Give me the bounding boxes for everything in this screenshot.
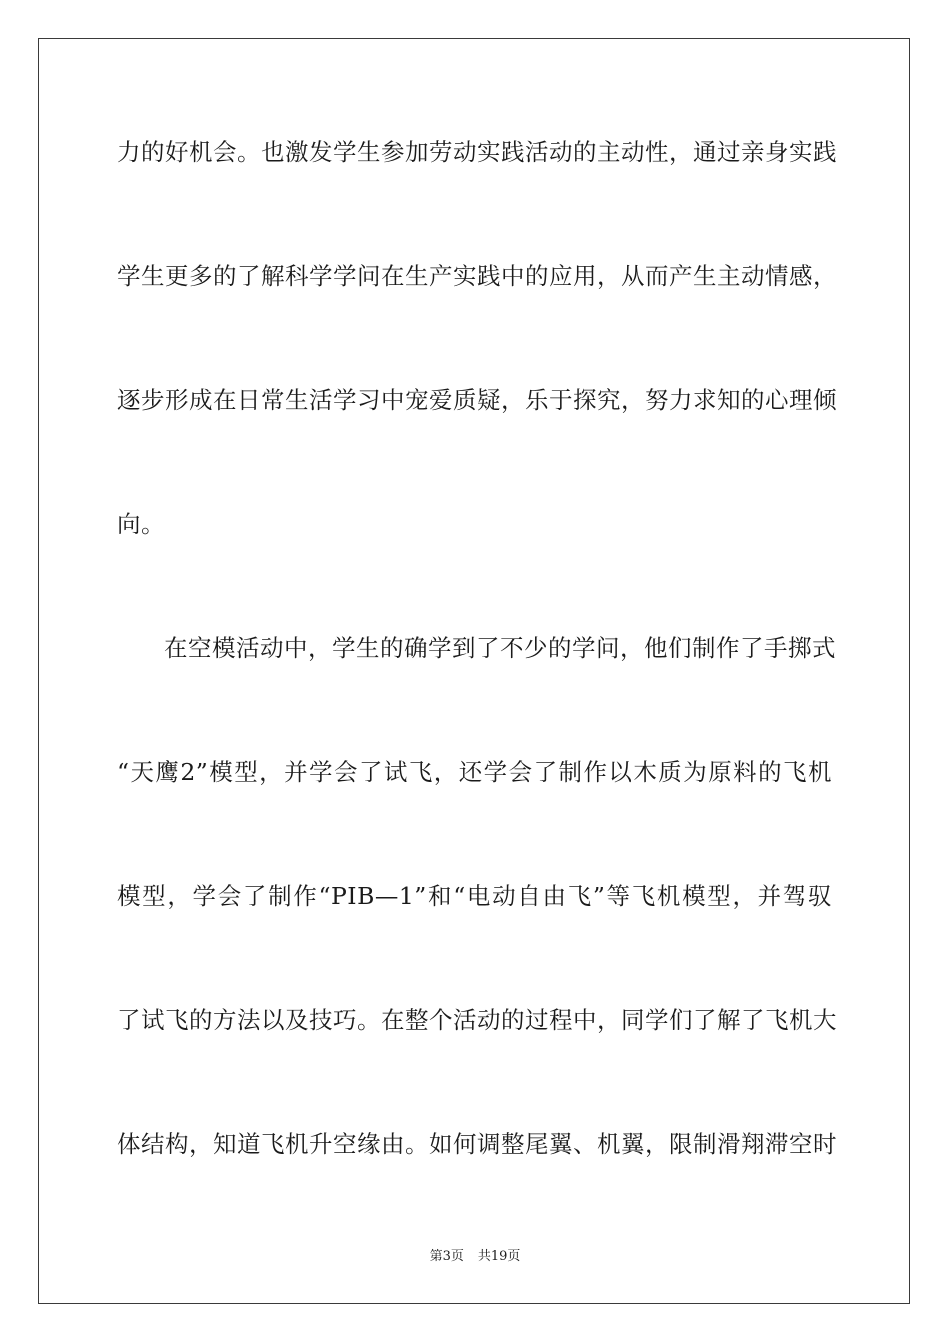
text-line: 学生更多的了解科学学问在生产实践中的应用，从而产生主动情感，: [117, 262, 837, 290]
text-line: 了试飞的方法以及技巧。在整个活动的过程中，同学们了解了飞机大: [117, 1006, 837, 1034]
text-line: 逐步形成在日常生活学习中宠爱质疑，乐于探究，努力求知的心理倾: [117, 386, 837, 414]
text-line: 模型，学会了制作“PIB—1”和“电动自由飞”等飞机模型，并驾驭: [117, 882, 832, 910]
page-number: 第3页: [429, 1249, 464, 1264]
text-line: 向。: [117, 510, 165, 538]
page-footer: [0, 1249, 950, 1265]
text-line: 体结构，知道飞机升空缘由。如何调整尾翼、机翼，限制滑翔滞空时: [117, 1130, 837, 1158]
page-border: [38, 38, 910, 1304]
text-line: “天鹰2”模型，并学会了试飞，还学会了制作以木质为原料的飞机: [117, 758, 832, 786]
page-total: 共19页: [477, 1249, 521, 1264]
text-line: 力的好机会。也激发学生参加劳动实践活动的主动性，通过亲身实践: [117, 138, 837, 166]
text-line: 在空模活动中，学生的确学到了不少的学问，他们制作了手掷式: [164, 634, 836, 662]
